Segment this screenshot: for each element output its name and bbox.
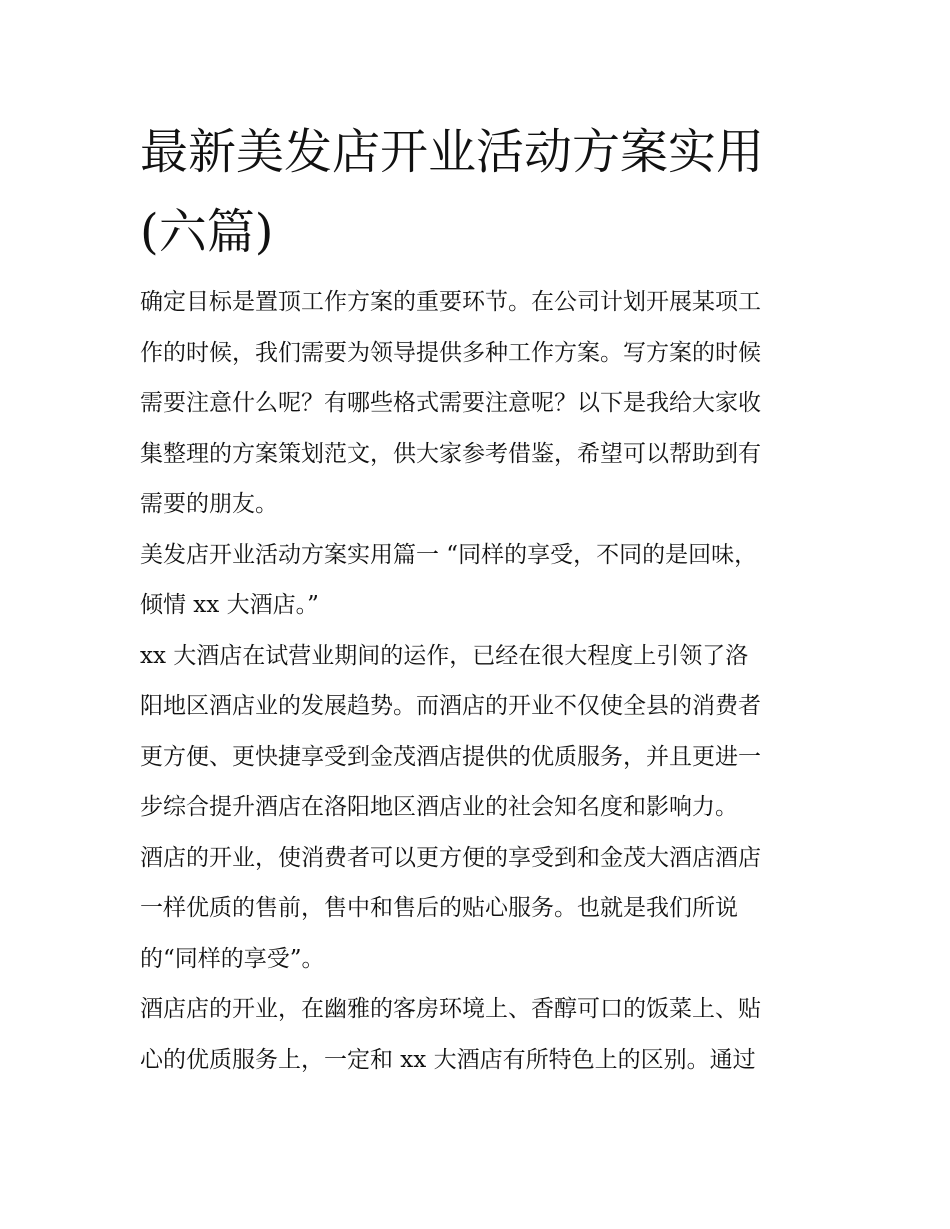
paragraph-hotel-operation: [140, 631, 812, 833]
text-line: 阳地区酒店业的发展趋势。而酒店的开业不仅使全县的消费者: [140, 693, 761, 719]
title-line: (六篇): [140, 204, 274, 260]
text-line: xx 大酒店在试营业期间的运作，已经在很大程度上引领了洛: [140, 642, 749, 669]
text-line: 确定目标是置顶工作方案的重要环节。在公司计划开展某项工: [140, 289, 761, 315]
paragraph-opening-service: [140, 833, 812, 985]
paragraph-section-heading: [140, 530, 812, 631]
text-line: 更方便、更快捷享受到金茂酒店提供的优质服务，并且更进一: [140, 743, 761, 770]
text-line: 作的时候，我们需要为领导提供多种工作方案。写方案的时候: [140, 339, 761, 366]
document-title: [140, 112, 820, 272]
text-line: 酒店店的开业，在幽雅的客房环境上、香醇可口的饭菜上、贴: [140, 996, 761, 1022]
text-line: 酒店的开业，使消费者可以更方便的享受到和金茂大酒店酒店: [140, 844, 761, 871]
title-line: 最新美发店开业活动方案实用: [140, 124, 765, 180]
text-line: 步综合提升酒店在洛阳地区酒店业的社会知名度和影响力。: [140, 794, 738, 820]
paragraph-opening-features: [140, 984, 812, 1085]
text-line: 的“同样的享受”。: [140, 945, 325, 972]
text-line: 需要的朋友。: [140, 491, 278, 517]
text-line: 倾情 xx 大酒店。”: [140, 592, 319, 618]
text-line: 集整理的方案策划范文，供大家参考借鉴，希望可以帮助到有: [140, 440, 761, 467]
text-line: 心的优质服务上，一定和 xx 大酒店有所特色上的区别。通过: [140, 1046, 756, 1073]
text-line: 一样优质的售前，售中和售后的贴心服务。也就是我们所说: [140, 895, 738, 921]
paragraph-intro: [140, 277, 812, 530]
text-line: 美发店开业活动方案实用篇一 “同样的享受，不同的是回味，: [140, 541, 758, 568]
text-line: 需要注意什么呢？有哪些格式需要注意呢？以下是我给大家收: [140, 390, 761, 416]
document-body: [140, 277, 812, 1085]
